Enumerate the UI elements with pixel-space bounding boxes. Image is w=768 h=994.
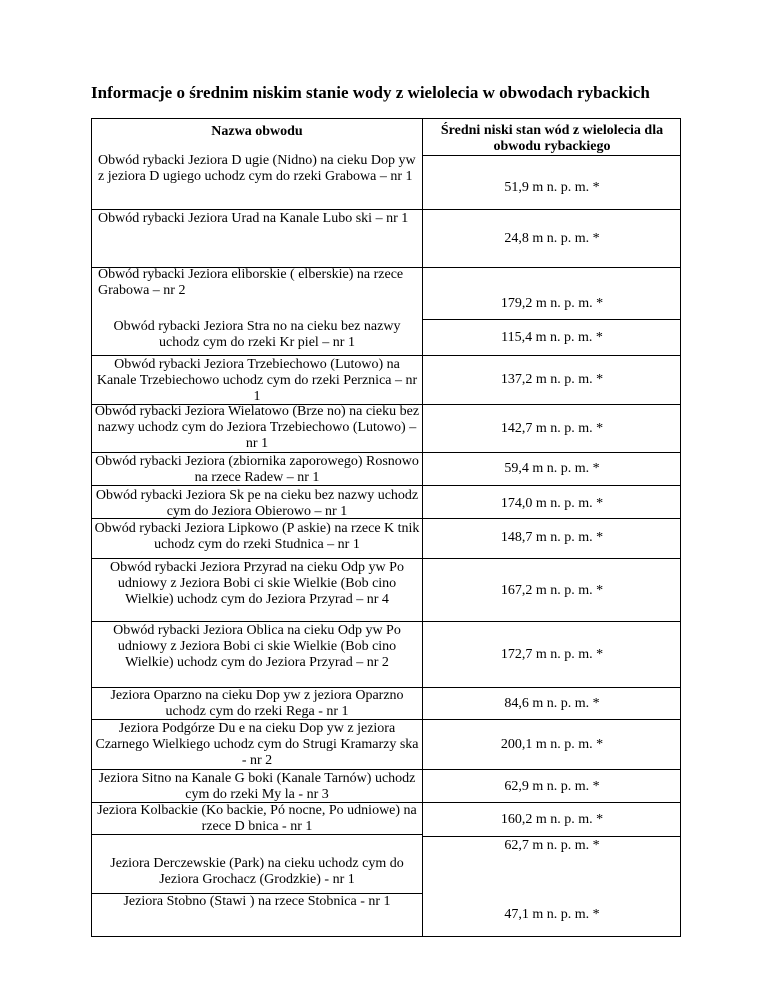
row-name: Obwód rybacki Jeziora Sk pe na cieku bez nazwy uchodz cym do Jeziora Obierowo – nr 1 <box>95 488 419 519</box>
water-level-table <box>91 118 681 937</box>
row-divider <box>422 319 681 320</box>
row-value: 24,8 m n. p. m. * <box>504 231 600 246</box>
row-name: Obwód rybacki Jeziora Trzebiechowo (Lutowo) na Kanale Trzebiechowo uchodz cym do rzeki Perznica – nr 1 <box>96 357 418 404</box>
row-value: 179,2 m n. p. m. * <box>500 296 604 311</box>
row-name: Obwód rybacki Jeziora Oblica na cieku Odp yw Po udniowy z Jeziora Bobi ci skie Wielkie (Bob cino Wielkie) uchodz cym do Jeziora Przyrad – nr 2 <box>113 623 401 670</box>
row-name: Jeziora Derczewskie (Park) na cieku uchodz cym do Jeziora Grochacz (Grodzkie) - nr 1 <box>110 856 404 887</box>
row-name: Obwód rybacki Jeziora Urad na Kanale Lubo ski – nr 1 <box>98 211 409 226</box>
row-name: Jeziora Stobno (Stawi ) na rzece Stobnica - nr 1 <box>123 894 391 909</box>
row-value: 47,1 m n. p. m. * <box>504 907 600 922</box>
row-value: 142,7 m n. p. m. * <box>500 421 604 436</box>
row-name: Jeziora Kolbackie (Ko backie, Pó nocne, Po udniowe) na rzece D bnica - nr 1 <box>97 803 417 834</box>
row-name: Obwód rybacki Jeziora (zbiornika zaporowego) Rosnowo na rzece Radew – nr 1 <box>95 454 419 485</box>
row-name: Obwód rybacki Jeziora eliborskie ( elberskie) na rzece Grabowa – nr 2 <box>98 267 404 298</box>
header-value: Średni niski stan wód z wielolecia dla obwodu rybackiego <box>440 123 664 154</box>
row-divider <box>92 558 681 559</box>
row-value: 137,2 m n. p. m. * <box>500 372 604 387</box>
row-value: 148,7 m n. p. m. * <box>500 530 604 545</box>
row-value: 84,6 m n. p. m. * <box>504 696 600 711</box>
row-value: 62,7 m n. p. m. * <box>504 838 600 853</box>
row-name: Obwód rybacki Jeziora Wielatowo (Brze no) na cieku bez nazwy uchodz cym do Jeziora Trzebiechowo (Lutowo) – nr 1 <box>94 404 420 451</box>
row-divider <box>422 155 681 156</box>
row-value: 59,4 m n. p. m. * <box>504 461 600 476</box>
row-value: 160,2 m n. p. m. * <box>500 812 604 827</box>
row-divider <box>92 769 681 770</box>
row-value: 172,7 m n. p. m. * <box>500 647 604 662</box>
row-divider <box>92 621 681 622</box>
row-value: 115,4 m n. p. m. * <box>501 330 603 345</box>
row-name: Jeziora Podgórze Du e na cieku Dop yw z jeziora Czarnego Wielkiego uchodz cym do Strugi Kramarzy ska - nr 2 <box>95 721 419 768</box>
row-name: Obwód rybacki Jeziora D ugie (Nidno) na cieku Dop yw z jeziora D ugiego uchodz cym do rzeki Grabowa – nr 1 <box>98 153 416 184</box>
row-name: Jeziora Oparzno na cieku Dop yw z jeziora Oparzno uchodz cym do rzeki Rega - nr 1 <box>110 688 404 719</box>
row-value: 62,9 m n. p. m. * <box>504 779 600 794</box>
header-name: Nazwa obwodu <box>211 124 303 139</box>
document-title: Informacje o średnim niskim stanie wody z wielolecia w obwodach rybackich <box>91 83 650 102</box>
row-divider <box>422 836 681 837</box>
row-name: Obwód rybacki Jeziora Stra no na cieku bez nazwy uchodz cym do rzeki Kr piel – nr 1 <box>113 319 401 350</box>
row-value: 200,1 m n. p. m. * <box>500 737 604 752</box>
row-name: Jeziora Sitno na Kanale G boki (Kanale Tarnów) uchodz cym do rzeki My la - nr 3 <box>98 771 416 802</box>
row-divider <box>92 209 681 210</box>
row-value: 167,2 m n. p. m. * <box>500 583 604 598</box>
row-name: Obwód rybacki Jeziora Przyrad na cieku Odp yw Po udniowy z Jeziora Bobi ci skie Wielkie (Bob cino Wielkie) uchodz cym do Jeziora Przyrad – nr 4 <box>110 560 404 607</box>
row-divider <box>92 452 681 453</box>
row-value: 174,0 m n. p. m. * <box>500 496 604 511</box>
row-divider <box>92 355 681 356</box>
row-value: 51,9 m n. p. m. * <box>504 180 600 195</box>
row-name: Obwód rybacki Jeziora Lipkowo (P askie) na rzece K tnik uchodz cym do rzeki Studnica – nr 1 <box>94 521 420 552</box>
